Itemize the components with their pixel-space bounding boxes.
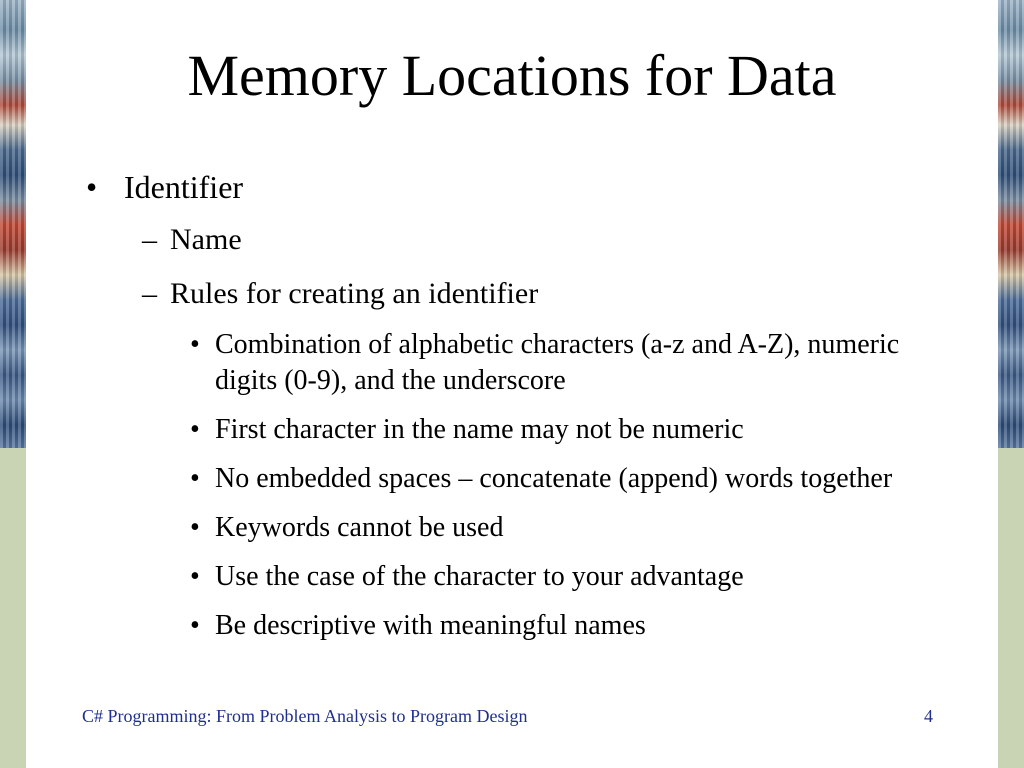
- bullet-marker: •: [190, 463, 200, 494]
- bullet-text: Identifier: [124, 169, 244, 205]
- bullet-marker: •: [190, 512, 200, 543]
- rule-item: [84, 461, 964, 497]
- rule-item: [84, 608, 964, 644]
- rule-text: No embedded spaces – concatenate (append) words together: [215, 463, 893, 494]
- bullet-marker: •: [86, 169, 98, 205]
- bullet-marker: •: [190, 414, 200, 445]
- sub-bullet-text: Name: [170, 223, 242, 256]
- sub-bullet-rules: [84, 273, 964, 315]
- dash-marker: –: [142, 277, 157, 310]
- left-decorative-strip: [0, 0, 26, 768]
- bullet-marker: •: [190, 329, 200, 360]
- rule-text: Combination of alphabetic characters (a-z and A-Z), numeric digits (0-9), and the underscore: [215, 329, 900, 396]
- rule-item: [84, 559, 964, 595]
- rule-item: [84, 327, 964, 399]
- rule-item: [84, 510, 964, 546]
- bullet-marker: •: [190, 610, 200, 641]
- slide-title: Memory Locations for Data: [187, 43, 837, 108]
- rule-text: First character in the name may not be numeric: [215, 414, 744, 445]
- dash-marker: –: [142, 223, 157, 256]
- rule-text: Use the case of the character to your advantage: [215, 561, 744, 592]
- rule-item: [84, 412, 964, 448]
- rule-text: Keywords cannot be used: [215, 512, 504, 543]
- sub-bullet-text: Rules for creating an identifier: [170, 277, 539, 310]
- right-decorative-strip: [998, 0, 1024, 768]
- slide-content: [84, 165, 964, 657]
- bullet-marker: •: [190, 561, 200, 592]
- bullet-identifier: [84, 165, 964, 209]
- page-number: 4: [924, 706, 933, 726]
- sub-bullet-name: [84, 219, 964, 261]
- rule-text: Be descriptive with meaningful names: [215, 610, 646, 641]
- slide-footer: C# Programming: From Problem Analysis to Program Design: [82, 706, 528, 726]
